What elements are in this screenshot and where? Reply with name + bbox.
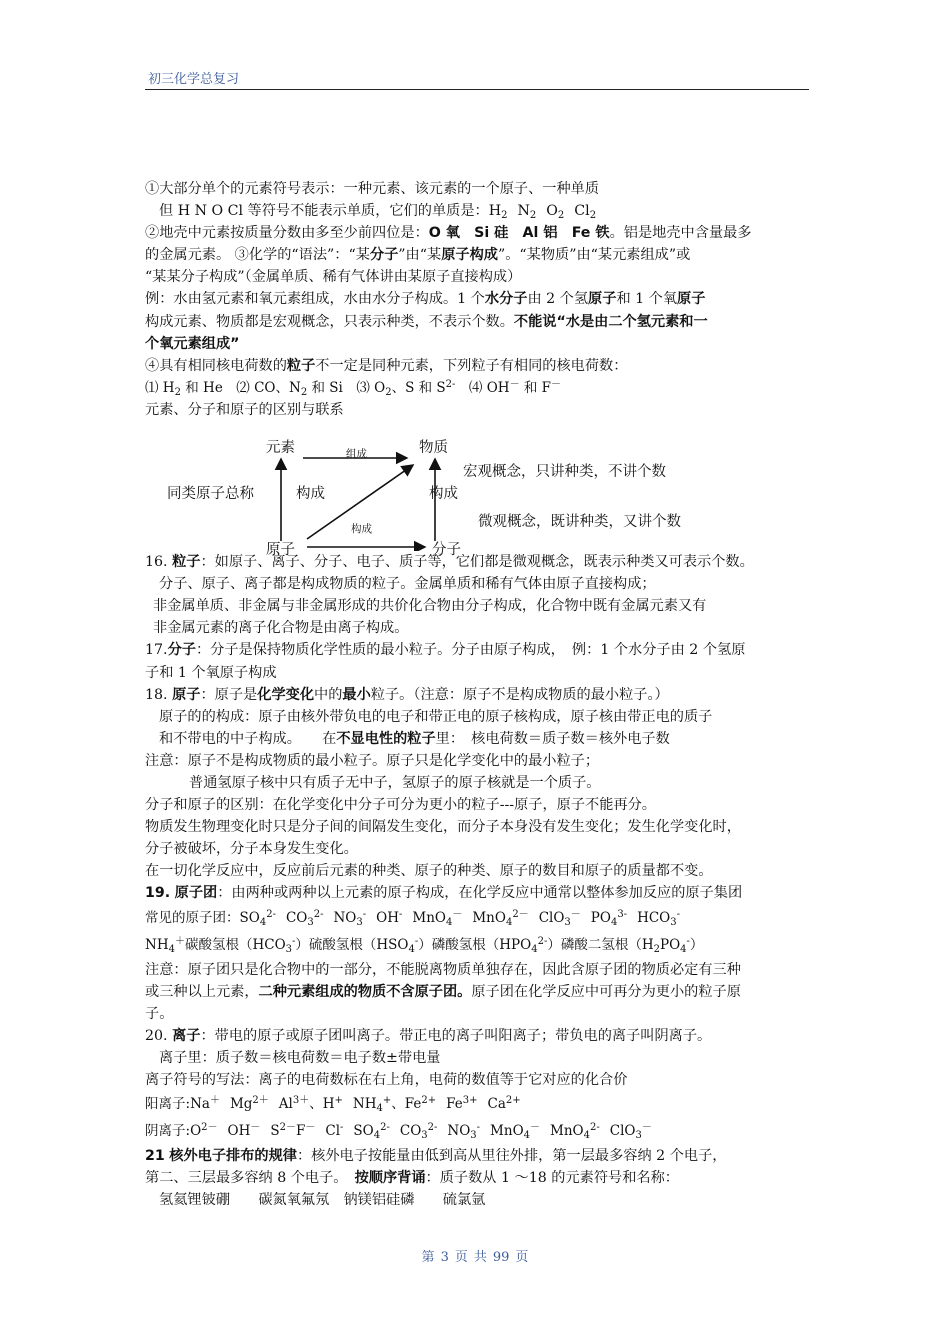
line: 元素、分子和原子的区别与联系 bbox=[145, 401, 344, 418]
line: 普通氢原子核中只有质子无中子，氢原子的原子核就是一个质子。 bbox=[189, 774, 601, 791]
line: 构成元素、物质都是宏观概念，只表示种类，不表示个数。不能说“水是由二个氢元素和一 bbox=[145, 313, 708, 330]
line: $NH_4^+$碳酸氢根$(HCO_3^-)$硫酸氢根$(HSO_4^-)$磷酸氢根$(HPO_4^{2-})$磷酸二氢根$(H_2PO_4^-)$ bbox=[145, 935, 704, 955]
line: 第二、三层最多容纳 8 个电子。 按顺序背诵：质子数从 1 ～18 的元素符号和名称： bbox=[145, 1170, 679, 1187]
line: 常见的原子团：$SO_4^{2-}$ $CO_3^{2-}$ $NO_3^-$ OH- MnO$_4$－ MnO$_4^{2-}$ ClO$_3$－ $PO_4^{3-}$ $HCO_3^-$ bbox=[145, 908, 680, 928]
line: 分子和原子的区别：在化学变化中分子可分为更小的粒子---原子，原子不能再分。 bbox=[145, 797, 656, 814]
node-yuanzi: 原子 bbox=[266, 542, 295, 559]
line: 非金属单质、非金属与非金属形成的共价化合物由分子构成，化合物中既有金属元素又有 bbox=[153, 598, 707, 615]
line: 离子里：质子数＝核电荷数＝电子数±带电量 bbox=[159, 1049, 441, 1066]
yang-ions: 阳离子:Na＋ $Mg^{2+}$ $Al^{3+}$、H+ $NH_4^+$、$Fe^{2+}$ $Fe^{3+}$ $Ca^{2+}$ bbox=[145, 1095, 521, 1115]
line: 非金属元素的离子化合物是由离子构成。 bbox=[153, 620, 409, 637]
line: 分子被破坏，分子本身发生变化。 bbox=[145, 841, 358, 858]
line: ④具有相同核电荷数的粒子不一定是同种元素，下列粒子有相同的核电荷数： bbox=[145, 357, 628, 374]
section-20: 20. 离子：带电的原子或原子团叫离子。带正电的离子叫阳离子；带负电的离子叫阴离子。 bbox=[145, 1027, 712, 1044]
line: “某某分子构成”（金属单质、稀有气体讲由某原子直接构成） bbox=[145, 269, 522, 286]
line: 例：水由氢元素和氧元素组成，水由水分子构成。1 个水分子由 2 个氢原子和 1 个氧原子 bbox=[145, 291, 706, 308]
page-footer: 第 3 页 共 99 页 bbox=[421, 1250, 529, 1265]
line: 和不带电的中子构成。 在不显电性的粒子里： 核电荷数＝质子数＝核外电子数 bbox=[159, 730, 670, 747]
line: 个氧元素组成” bbox=[145, 335, 240, 352]
line: ②地壳中元素按质量分数由多至少前四位是：O 氧 Si 硅 Al 铝 Fe 铁。铝是地壳中含量最多 bbox=[145, 225, 752, 242]
line: 氢氦锂铍硼 碳氮氧氟氖 钠镁铝硅磷 硫氯氩 bbox=[159, 1192, 486, 1209]
header-rule bbox=[145, 89, 809, 90]
section-17: 17.分子：分子是保持物质化学性质的最小粒子。分子由原子构成， 例：1 个水分子由 2 个氢原 bbox=[145, 642, 746, 659]
concept-diagram bbox=[145, 421, 825, 559]
node-yuansu: 元素 bbox=[266, 440, 295, 457]
label-zucheng: 组成 bbox=[346, 448, 367, 461]
line: ⑴ $H_2$ 和 He ⑵ CO、$N_2$ 和 Si ⑶ $O_2$、S 和 $S^{2-}$ ⑷ OH－ 和 F－ bbox=[145, 378, 562, 398]
line: 子和 1 个氧原子构成 bbox=[145, 664, 277, 681]
line: 但 H N O Cl 等符号不能表示单质，它们的单质是：$H_2$ $N_2$ $O_2$ $Cl_2$ bbox=[159, 203, 597, 222]
section-16: 16. 粒子：如原子、离子、分子、电子、质子等，它们都是微观概念，既表示种类又可表示个数。 bbox=[145, 554, 754, 571]
line: 注意：原子团只是化合物中的一部分，不能脱离物质单独存在，因此含原子团的物质必定有三种 bbox=[145, 961, 741, 978]
label-tonglei: 同类原子总称 bbox=[167, 486, 254, 503]
label-goucheng-diag: 构成 bbox=[351, 523, 372, 536]
section-19: 19. 原子团：由两种或两种以上元素的原子构成，在化学反应中通常以整体参加反应的原子集团 bbox=[145, 885, 743, 902]
label-goucheng-left: 构成 bbox=[296, 486, 325, 503]
section-18: 18. 原子：原子是化学变化中的最小粒子。（注意：原子不是构成物质的最小粒子。） bbox=[145, 686, 669, 703]
section-21: 21 核外电子排布的规律：核外电子按能量由低到高从里往外排，第一层最多容纳 2 个电子， bbox=[145, 1148, 727, 1165]
node-wuzhi: 物质 bbox=[419, 440, 448, 457]
line: 在一切化学反应中，反应前后元素的种类、原子的种类、原子的数目和原子的质量都不变。 bbox=[145, 863, 713, 880]
line: 物质发生物理变化时只是分子间的间隔发生变化，而分子本身没有发生变化；发生化学变化时， bbox=[145, 819, 741, 836]
total-pages: 99 bbox=[492, 1250, 510, 1265]
line: 或三种以上元素，二种元素组成的物质不含原子团。原子团在化学反应中可再分为更小的粒子原 bbox=[145, 983, 741, 1000]
label-goucheng-right: 构成 bbox=[429, 486, 458, 503]
label-weiguan: 微观概念，既讲种类，又讲个数 bbox=[478, 514, 681, 531]
page-number: 3 bbox=[440, 1250, 449, 1265]
content bbox=[145, 178, 825, 1211]
header-title: 初三化学总复习 bbox=[148, 72, 240, 87]
node-fenzi: 分子 bbox=[432, 542, 461, 559]
label-hongguan: 宏观概念，只讲种类，不讲个数 bbox=[463, 464, 666, 481]
yin-ions: 阴离子$:O^{2-}$ OH－ $S^{2-}F^-$ Cl- $SO_4^{2-}$ $CO_3^{2-}$ $NO_3^-$ MnO$_4$－ MnO$_4^{2-}$ ClO$_3$－ bbox=[145, 1122, 652, 1142]
line: 子。 bbox=[145, 1005, 174, 1022]
line: 离子符号的写法：离子的电荷数标在右上角，电荷的数值等于它对应的化合价 bbox=[145, 1072, 628, 1088]
line: 分子、原子、离子都是构成物质的粒子。金属单质和稀有气体由原子直接构成； bbox=[159, 576, 656, 593]
line: ①大部分单个的元素符号表示：一种元素、该元素的一个原子、一种单质 bbox=[145, 181, 600, 197]
line: 原子的的构成：原子由核外带负电的电子和带正电的原子核构成，原子核由带正电的质子 bbox=[159, 708, 713, 725]
line: 的金属元素。 ③化学的“语法”：“某分子”由“某原子构成”。“某物质”由“某元素组成”或 bbox=[145, 247, 691, 264]
line: 注意：原子不是构成物质的最小粒子。原子只是化学变化中的最小粒子； bbox=[145, 752, 600, 769]
